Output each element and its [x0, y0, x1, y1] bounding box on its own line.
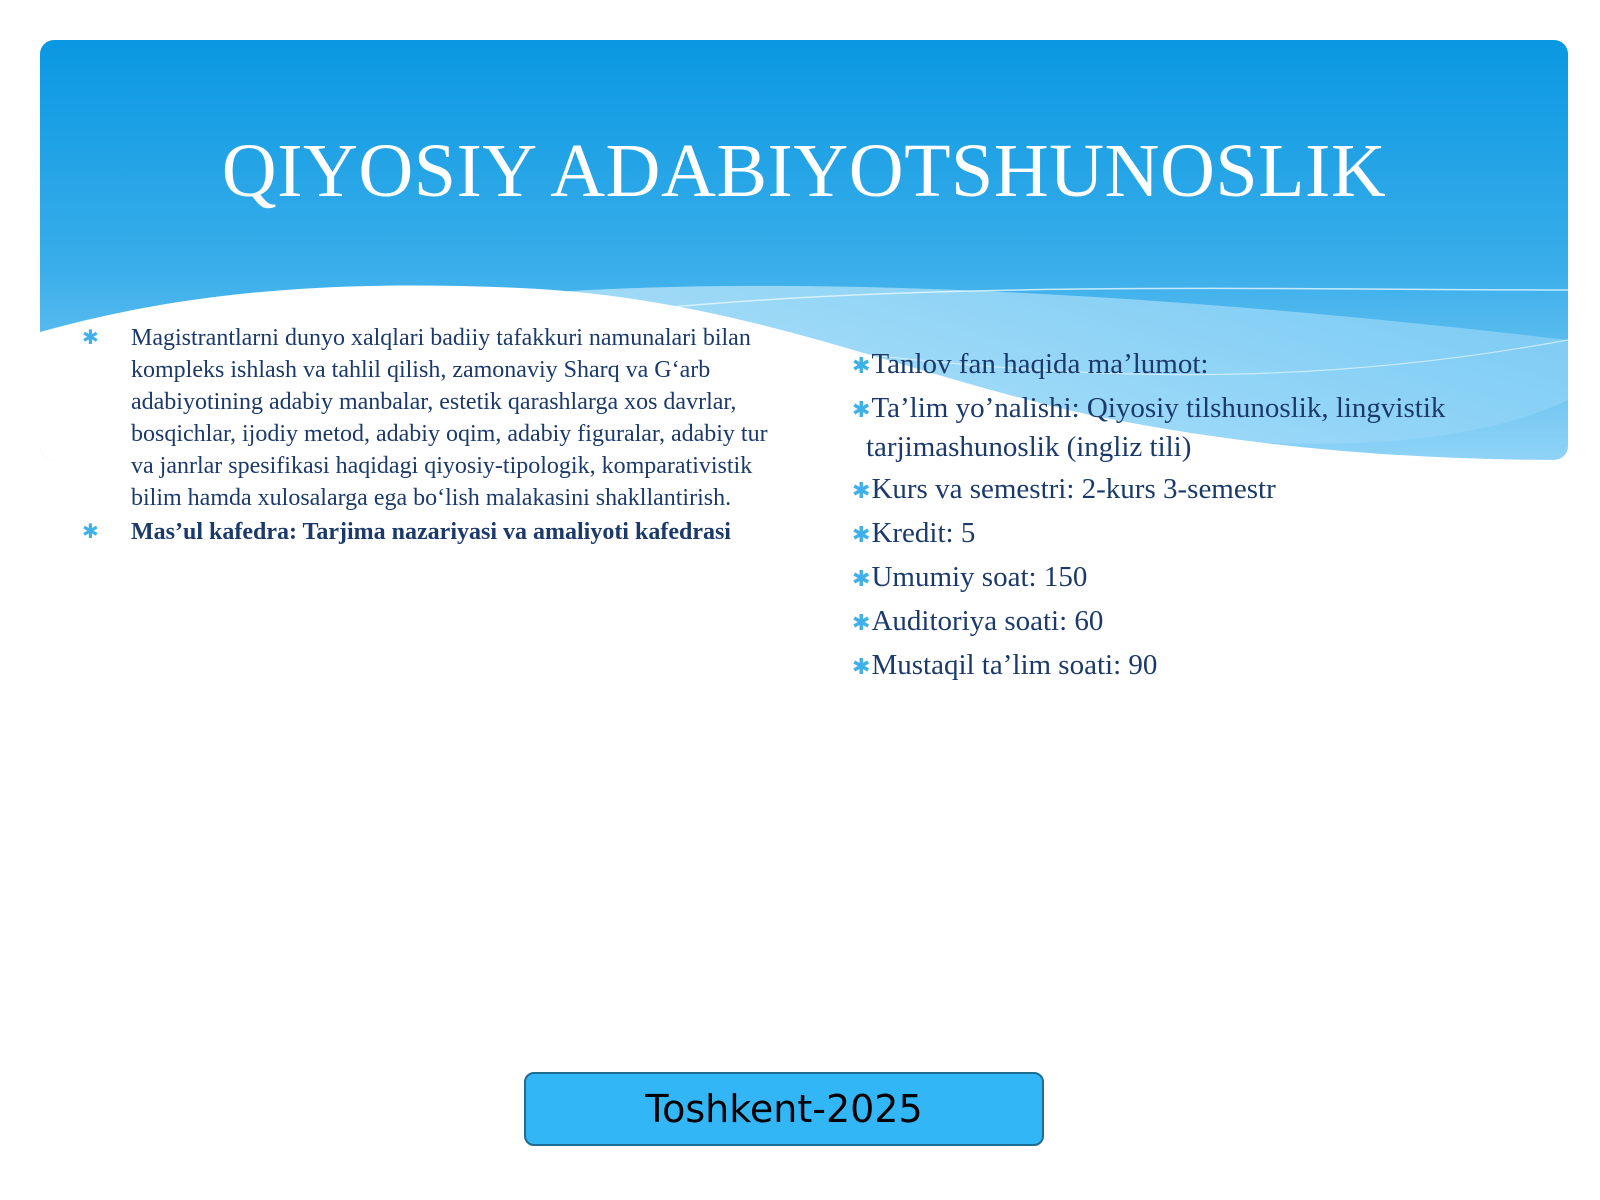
left-content-column: [80, 322, 780, 550]
asterisk-bullet-icon: ✱: [852, 398, 871, 423]
asterisk-bullet-icon: ✱: [852, 611, 871, 636]
list-item: [852, 471, 1512, 510]
info-heading: Tanlov fan haqida ma’lumot:: [871, 348, 1209, 380]
self-study-hours: Mustaqil ta’lim soati: 90: [871, 649, 1158, 681]
right-content-column: [852, 346, 1512, 691]
list-item: [80, 322, 780, 514]
list-item: [852, 603, 1512, 642]
list-item: [852, 515, 1512, 554]
total-hours: Umumiy soat: 150: [871, 561, 1088, 593]
footer-location-year: Toshkent-2025: [524, 1072, 1044, 1146]
department-text: Mas’ul kafedra: Tarjima nazariyasi va amaliyoti kafedrasi: [131, 519, 731, 545]
credits: Kredit: 5: [871, 517, 976, 549]
asterisk-bullet-icon: ✱: [82, 519, 99, 543]
asterisk-bullet-icon: ✱: [82, 325, 99, 349]
field-of-study: Ta’lim yo’nalishi: Qiyosiy tilshunoslik, lingvistik tarjimashunoslik (ingliz tili): [866, 392, 1446, 463]
asterisk-bullet-icon: ✱: [852, 479, 871, 504]
list-item: [852, 559, 1512, 598]
asterisk-bullet-icon: ✱: [852, 655, 871, 680]
course-objective-text: Magistrantlarni dunyo xalqlari badiiy tafakkuri namunalari bilan kompleks ishlash va tahlil qilish, zamonaviy Sharq va G‘arb adabiyotining adabiy manbalar, estetik qarashlarga xos davrlar, bosqichlar, ijodiy metod, adabiy oqim, adabiy figuralar, adabiy tur va janrlar spesifikasi haqidagi qiyosiy-tipologik, komparativistik bilim hamda xulosalarga ega bo‘lish malakasini shakllantirish.: [131, 325, 768, 511]
list-item: [852, 390, 1512, 466]
asterisk-bullet-icon: ✱: [852, 567, 871, 592]
slide-title: QIYOSIY ADABIYOTSHUNOSLIK: [221, 129, 1387, 213]
list-item: [852, 647, 1512, 686]
list-item: [80, 516, 780, 548]
course-semester: Kurs va semestri: 2-kurs 3-semestr: [871, 473, 1276, 505]
asterisk-bullet-icon: ✱: [852, 523, 871, 548]
asterisk-bullet-icon: ✱: [852, 354, 871, 379]
list-item: [852, 346, 1512, 385]
classroom-hours: Auditoriya soati: 60: [871, 605, 1104, 637]
